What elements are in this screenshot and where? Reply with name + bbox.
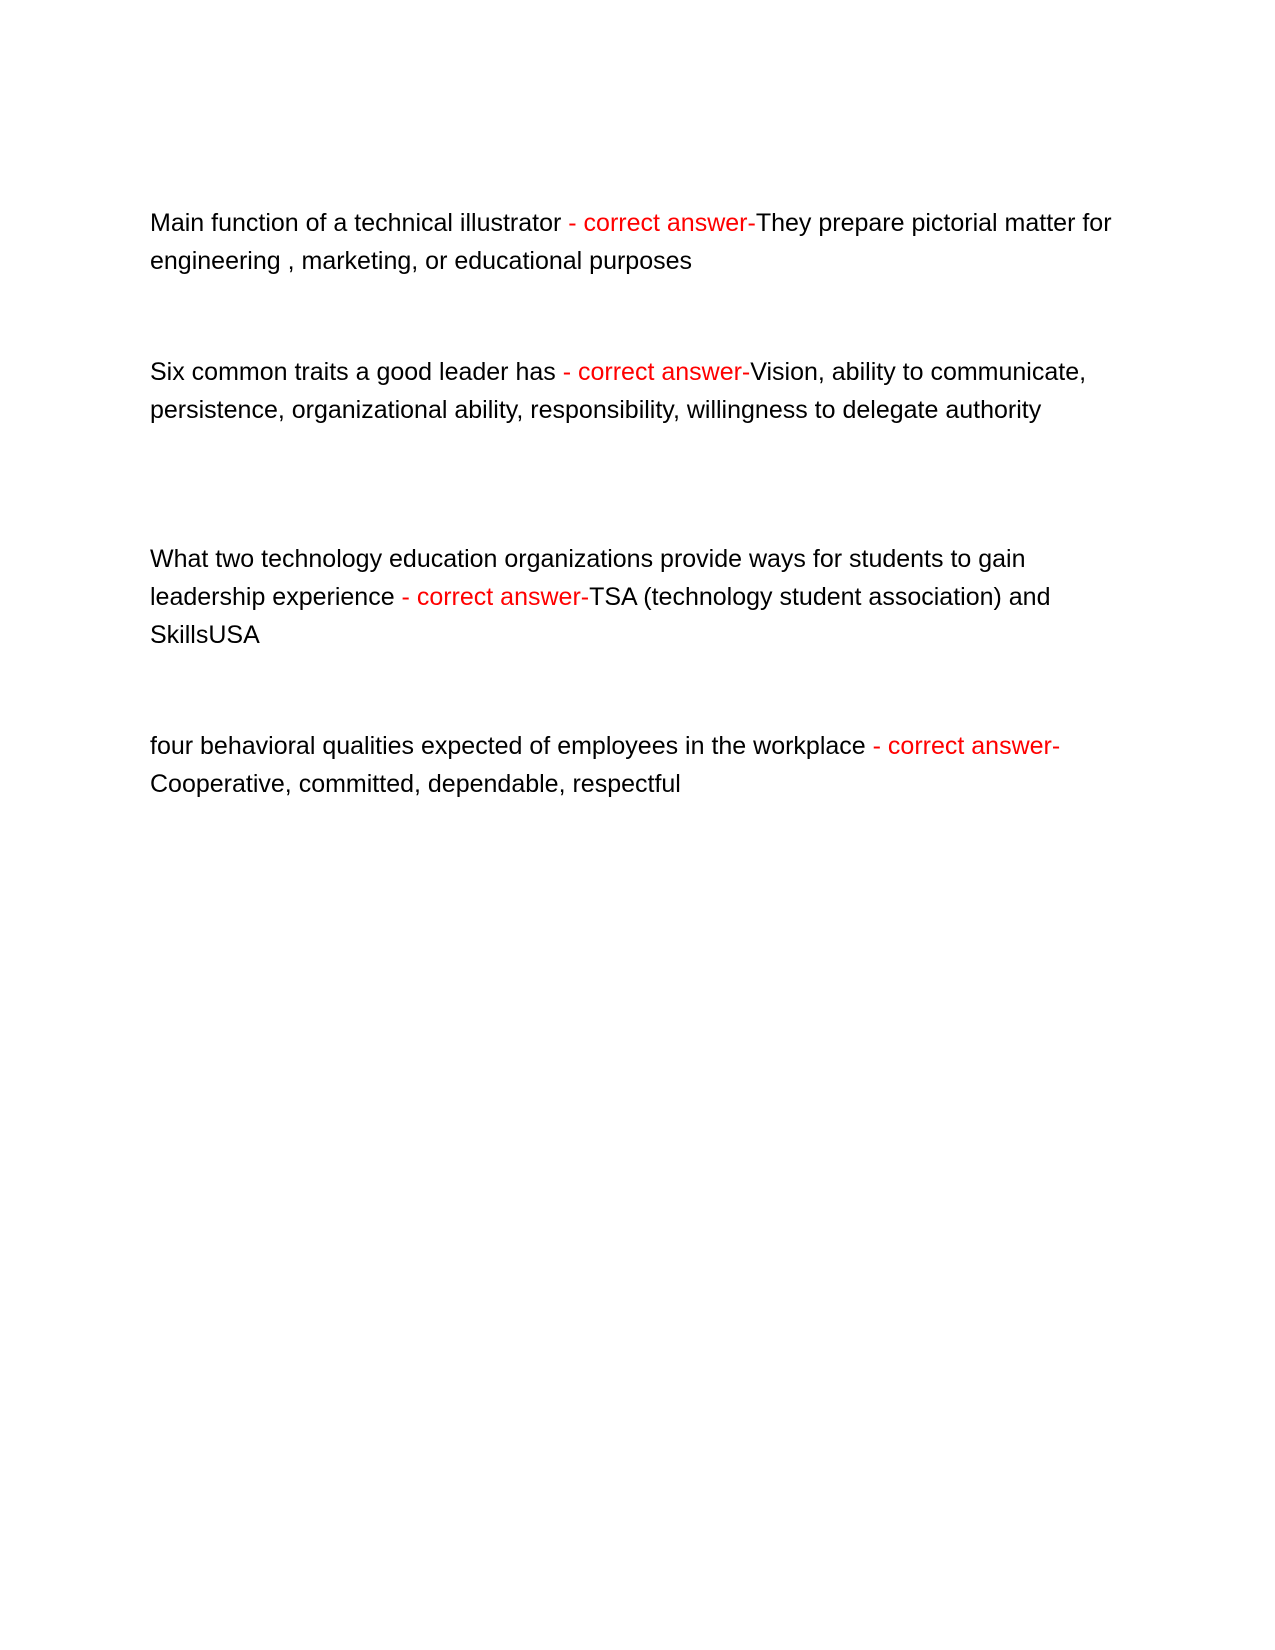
answer: Cooperative, committed, dependable, respectful bbox=[150, 770, 681, 798]
answer: TSA (technology student association) and SkillsUSA bbox=[150, 583, 1051, 649]
qa-item bbox=[150, 540, 1130, 654]
qa-item bbox=[150, 727, 1130, 803]
question: four behavioral qualities expected of employees in the workplace bbox=[150, 732, 866, 760]
question: What two technology education organizations provide ways for students to gain leadership experience bbox=[150, 545, 1026, 611]
qa-item bbox=[150, 204, 1130, 280]
answer-separator: - correct answer- bbox=[561, 209, 756, 237]
qa-item bbox=[150, 353, 1130, 429]
answer-separator: - correct answer- bbox=[865, 732, 1061, 760]
answer-separator: - correct answer- bbox=[555, 358, 751, 386]
answer: Vision, ability to communicate, persistence, organizational ability, responsibility, willingness to delegate authority bbox=[150, 358, 1087, 424]
answer: They prepare pictorial matter for engineering , marketing, or educational purposes bbox=[150, 209, 1112, 275]
question: Six common traits a good leader has bbox=[150, 358, 556, 386]
question: Main function of a technical illustrator bbox=[150, 209, 562, 237]
answer-separator: - correct answer- bbox=[394, 583, 590, 611]
